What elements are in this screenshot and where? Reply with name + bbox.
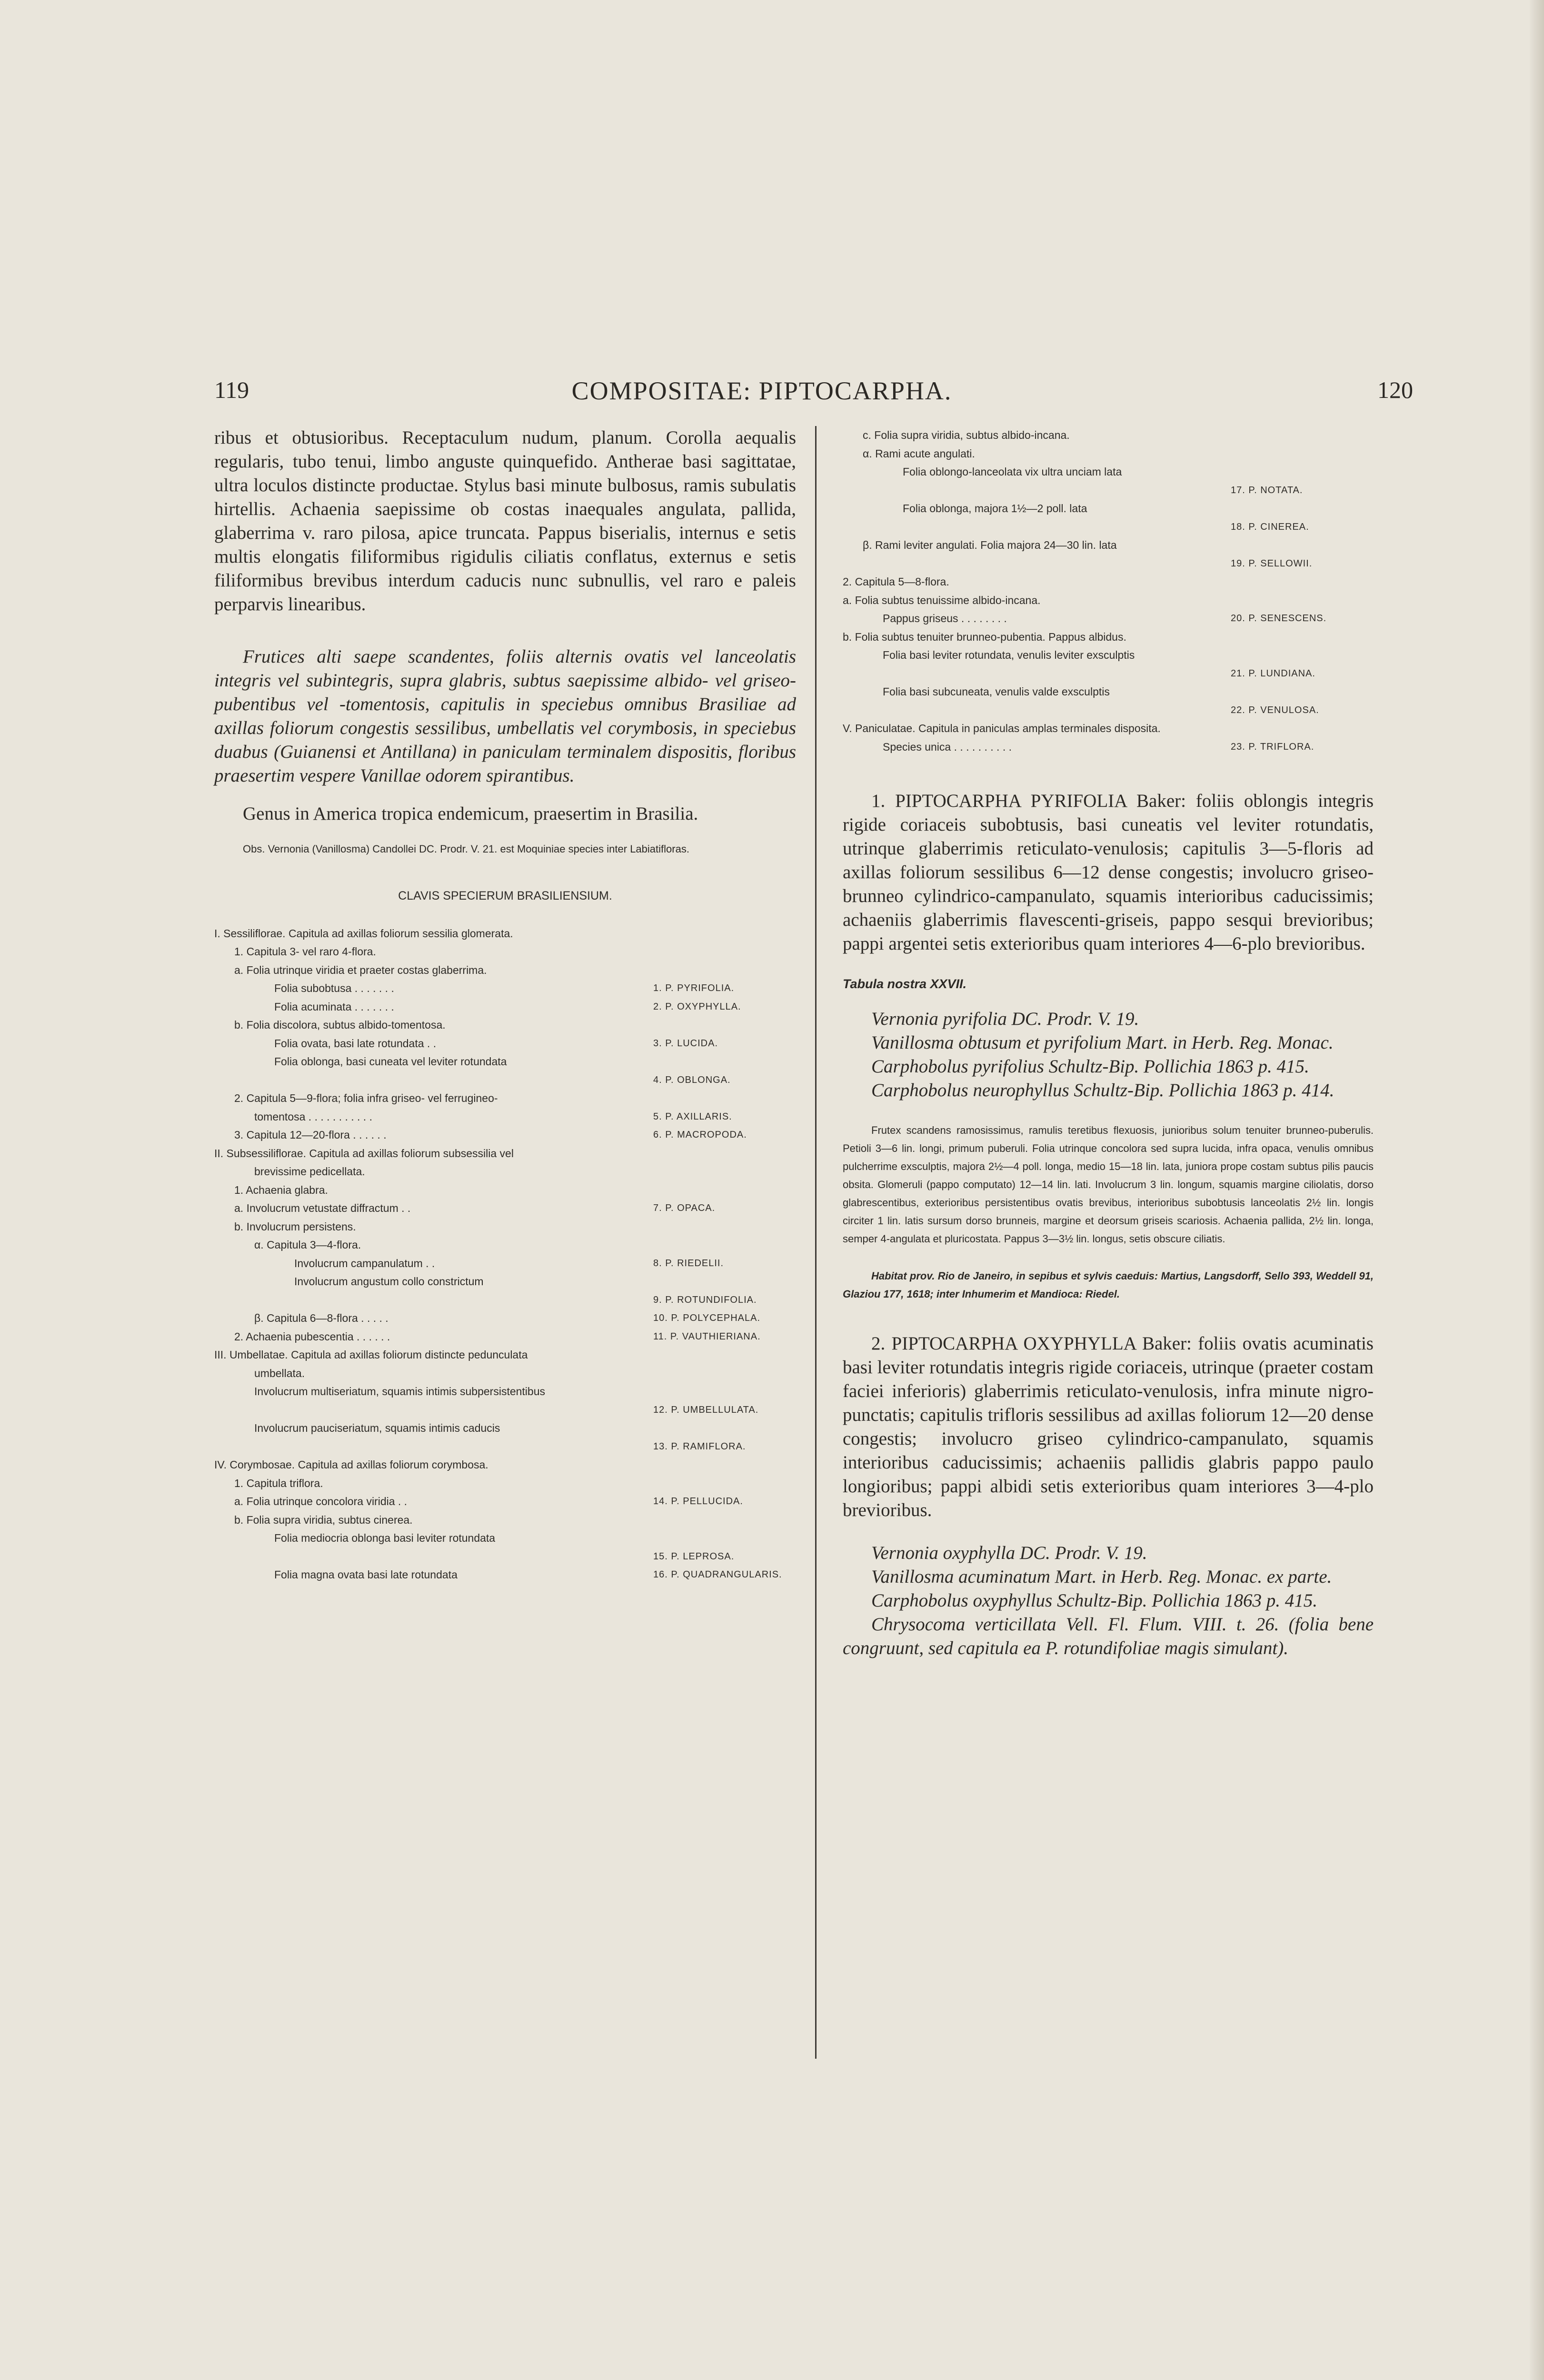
key-species-name: 13. P. RAMIFLORA. bbox=[653, 1441, 746, 1452]
key-lead bbox=[214, 1438, 653, 1456]
key-lead: Folia ovata, basi late rotundata . . bbox=[274, 1037, 437, 1050]
key-row bbox=[214, 1566, 796, 1584]
key-species-name bbox=[1231, 445, 1374, 463]
key-row bbox=[214, 1401, 796, 1419]
key-lead: β. Rami leviter angulati. Folia majora 24—30 lin. lata bbox=[863, 539, 1117, 551]
key-lead: Species unica . . . . . . . . . . bbox=[883, 740, 1012, 753]
key-lead: brevissime pedicellata. bbox=[254, 1165, 365, 1178]
key-row bbox=[843, 719, 1374, 738]
key-lead: 1. Capitula 3- vel raro 4-flora. bbox=[234, 945, 376, 958]
key-row bbox=[214, 1108, 796, 1126]
key-lead: Folia oblongo-lanceolata vix ultra unciam lata bbox=[903, 466, 1122, 478]
key-row bbox=[843, 536, 1374, 555]
key-species-name bbox=[653, 1272, 796, 1291]
key-species-name bbox=[653, 1382, 796, 1401]
key-row bbox=[214, 1309, 796, 1328]
key-lead: b. Involucrum persistens. bbox=[234, 1220, 356, 1233]
key-row bbox=[214, 1272, 796, 1291]
key-row bbox=[214, 1529, 796, 1547]
key-row bbox=[214, 1346, 796, 1364]
key-lead bbox=[214, 1291, 653, 1309]
key-lead: α. Capitula 3—4-flora. bbox=[254, 1239, 361, 1251]
key-lead: a. Folia subtus tenuissime albido-incana. bbox=[843, 594, 1041, 606]
page-number-left: 119 bbox=[214, 377, 249, 403]
key-row bbox=[843, 445, 1374, 463]
key-lead: Folia basi subcuneata, venulis valde exsculptis bbox=[883, 685, 1110, 698]
key-species-name: 18. P. CINEREA. bbox=[1231, 521, 1309, 532]
running-title: COMPOSITAE: PIPTOCARPHA. bbox=[571, 377, 952, 405]
species-key-continued bbox=[843, 426, 1374, 756]
key-species-name bbox=[653, 1456, 796, 1474]
species-1-diagnosis: 1. PIPTOCARPHA PYRIFOLIA Baker: foliis oblongis integris rigide coriaceis subobtusis, basi cuneatis vel leviter rotundatis, utrinque glaberrimis reticulato-venulosis; capitulis 3—5-floris ad axillas foliorum sessilibus 6—12 dense congestis; involucro griseo-brunneo cylindrico-campanulato, squamis interioribus caducissimis; achaeniis glaberrimis flavescenti-griseis, pappo sesqui brevioribus; pappi argentei setis exterioribus quam interiores 4—6-plo brevioribus. bbox=[843, 791, 1374, 954]
key-row bbox=[214, 1328, 796, 1346]
key-row bbox=[843, 683, 1374, 701]
key-lead: Folia oblonga, basi cuneata vel leviter rotundata bbox=[274, 1055, 507, 1068]
key-row bbox=[843, 499, 1374, 518]
key-species-name bbox=[653, 1511, 796, 1529]
key-species-name: 17. P. NOTATA. bbox=[1231, 485, 1303, 496]
key-row bbox=[214, 1052, 796, 1071]
genus-description: ribus et obtusioribus. Receptaculum nudum, planum. Corolla aequalis regularis, tubo tenui, limbo anguste quinquefido. Antherae basi sagittatae, ultra loculos distincte productae. Stylus basi minute bulbosus, ramis subulatis hirtellis. Achaenia saepissime ob costas inaequales angulata, pallida, glaberrima v. raro pilosa, apice truncata. Pappus biserialis, internus e setis multis elongatis filiformibus rigidulis ciliatis conflatus, externus e setis filiformibus brevibus interdum caducis nunc subnullis, vel raro e paleis perparvis linearibus. bbox=[214, 427, 796, 615]
key-species-name bbox=[653, 1474, 796, 1493]
key-title: CLAVIS SPECIERUM BRASILIENSIUM. bbox=[398, 889, 612, 902]
key-row bbox=[214, 1199, 796, 1218]
key-row bbox=[214, 1162, 796, 1181]
page-number-right: 120 bbox=[1377, 377, 1413, 403]
key-lead: Folia subobtusa . . . . . . . bbox=[274, 982, 394, 994]
key-lead: tomentosa . . . . . . . . . . . bbox=[254, 1110, 372, 1123]
key-row bbox=[843, 591, 1374, 610]
key-row bbox=[214, 1254, 796, 1273]
key-lead: III. Umbellatae. Capitula ad axillas foliorum distincte pedunculata bbox=[214, 1349, 528, 1361]
key-lead: Involucrum pauciseriatum, squamis intimis caducis bbox=[254, 1422, 500, 1434]
key-species-name: 3. P. LUCIDA. bbox=[653, 1038, 718, 1049]
key-species-name bbox=[653, 1052, 796, 1071]
key-lead: Involucrum campanulatum . . bbox=[294, 1257, 435, 1269]
key-lead: Folia acuminata . . . . . . . bbox=[274, 1000, 394, 1013]
key-lead: c. Folia supra viridia, subtus albido-incana. bbox=[863, 429, 1070, 441]
key-lead bbox=[843, 518, 1231, 536]
key-species-name bbox=[653, 1364, 796, 1383]
key-lead: II. Subsessiliflorae. Capitula ad axillas foliorum subsessilia vel bbox=[214, 1147, 514, 1160]
key-lead bbox=[214, 1547, 653, 1566]
key-lead: a. Folia utrinque viridia et praeter costas glaberrima. bbox=[234, 963, 487, 976]
key-row bbox=[214, 1126, 796, 1144]
key-row bbox=[214, 1181, 796, 1200]
synonym-line: Carphobolus pyrifolius Schultz-Bip. Pollichia 1863 p. 415. bbox=[871, 1056, 1309, 1077]
key-row bbox=[843, 555, 1374, 573]
key-species-name: 9. P. ROTUNDIFOLIA. bbox=[653, 1294, 757, 1305]
plate-reference: Tabula nostra XXVII. bbox=[843, 977, 967, 991]
key-lead: a. Folia utrinque concolora viridia . . bbox=[234, 1495, 408, 1507]
key-lead: Pappus griseus . . . . . . . . bbox=[883, 612, 1007, 625]
key-lead: b. Folia subtus tenuiter brunneo-pubentia. Pappus albidus. bbox=[843, 630, 1126, 643]
key-species-name: 12. P. UMBELLULATA. bbox=[653, 1404, 759, 1415]
key-lead: 2. Capitula 5—9-flora; folia infra griseo- vel ferrugineo- bbox=[234, 1092, 498, 1104]
key-lead: V. Paniculatae. Capitula in paniculas amplas terminales disposita. bbox=[843, 722, 1161, 734]
key-lead: Folia magna ovata basi late rotundata bbox=[274, 1568, 458, 1581]
key-species-name bbox=[653, 1346, 796, 1364]
key-row bbox=[843, 426, 1374, 445]
key-species-name bbox=[1231, 646, 1374, 664]
synonym-line: Carphobolus neurophyllus Schultz-Bip. Pollichia 1863 p. 414. bbox=[871, 1080, 1335, 1101]
key-species-name bbox=[1231, 573, 1374, 591]
key-lead: Folia basi leviter rotundata, venulis leviter exsculptis bbox=[883, 649, 1135, 661]
key-lead: 2. Capitula 5—8-flora. bbox=[843, 575, 949, 588]
key-species-name bbox=[1231, 628, 1374, 646]
key-row bbox=[214, 924, 796, 943]
synonym-line: Vanillosma obtusum et pyrifolium Mart. in Herb. Reg. Monac. bbox=[871, 1032, 1334, 1053]
key-lead bbox=[214, 1401, 653, 1419]
key-lead: β. Capitula 6—8-flora . . . . . bbox=[254, 1312, 388, 1324]
genus-habit: Frutices alti saepe scandentes, foliis alternis ovatis vel lanceolatis integris vel subintegris, supra glabris, subtus saepissime albido- vel griseo-pubentibus vel -tomentosis, capitulis in speciebus omnibus Brasiliae ad axillas foliorum congestis sessilibus, umbellatis vel corymbosis, in speciebus duabus (Guianensi et Antillana) in paniculam terminalem dispositis, floribus praesertim vespere Vanillae odorem spirantibus. bbox=[214, 646, 796, 786]
key-row bbox=[214, 1016, 796, 1034]
key-species-name bbox=[1231, 683, 1374, 701]
key-species-name bbox=[653, 1181, 796, 1200]
key-row bbox=[843, 738, 1374, 756]
key-lead: 2. Achaenia pubescentia . . . . . . bbox=[234, 1330, 390, 1343]
key-lead: 3. Capitula 12—20-flora . . . . . . bbox=[234, 1129, 387, 1141]
genus-distribution: Genus in America tropica endemicum, praesertim in Brasilia. bbox=[243, 803, 698, 824]
key-lead: umbellata. bbox=[254, 1367, 305, 1379]
key-species-name bbox=[653, 942, 796, 961]
key-species-name bbox=[1231, 536, 1374, 555]
key-row bbox=[214, 1492, 796, 1511]
key-species-name bbox=[653, 924, 796, 943]
key-row bbox=[214, 979, 796, 998]
synonym-line: Chrysocoma verticillata Vell. Fl. Flum. VIII. t. 26. (folia bene congruunt, sed capitula ea P. rotundifoliae magis simulant). bbox=[843, 1614, 1374, 1658]
key-lead bbox=[843, 481, 1231, 500]
key-row bbox=[214, 961, 796, 980]
key-lead bbox=[843, 701, 1231, 720]
key-species-name bbox=[1231, 591, 1374, 610]
key-row bbox=[214, 1364, 796, 1383]
key-row bbox=[214, 1511, 796, 1529]
key-lead: b. Folia discolora, subtus albido-tomentosa. bbox=[234, 1019, 446, 1031]
key-lead: 1. Achaenia glabra. bbox=[234, 1183, 328, 1196]
species-1-habitat: Habitat prov. Rio de Janeiro, in sepibus et sylvis caeduis: Martius, Langsdorff, Sello 393, Weddell 91, Glaziou 177, 1618; inter Inhumerim et Mandioca: Riedel. bbox=[843, 1270, 1374, 1300]
key-row bbox=[214, 1419, 796, 1438]
key-lead: Involucrum angustum collo constrictum bbox=[294, 1275, 484, 1288]
key-row bbox=[214, 1474, 796, 1493]
column-rule bbox=[815, 426, 817, 2059]
key-species-name bbox=[653, 1016, 796, 1034]
running-header bbox=[0, 376, 1544, 414]
species-2-synonyms bbox=[843, 1541, 1374, 1660]
page-edge bbox=[1530, 0, 1544, 2380]
key-row bbox=[214, 1218, 796, 1236]
key-species-name: 8. P. RIEDELII. bbox=[653, 1258, 724, 1269]
key-lead: b. Folia supra viridia, subtus cinerea. bbox=[234, 1513, 413, 1526]
left-column bbox=[214, 426, 796, 1584]
key-row bbox=[214, 1382, 796, 1401]
key-species-name: 21. P. LUNDIANA. bbox=[1231, 668, 1315, 679]
key-row bbox=[214, 1291, 796, 1309]
key-lead: I. Sessiliflorae. Capitula ad axillas foliorum sessilia glomerata. bbox=[214, 927, 513, 940]
key-species-name: 10. P. POLYCEPHALA. bbox=[653, 1313, 761, 1323]
key-row bbox=[214, 1071, 796, 1090]
key-species-name: 4. P. OBLONGA. bbox=[653, 1074, 731, 1085]
key-species-name bbox=[653, 961, 796, 980]
key-species-name bbox=[653, 1218, 796, 1236]
synonym-line: Vernonia oxyphylla DC. Prodr. V. 19. bbox=[871, 1543, 1147, 1563]
key-species-name: 5. P. AXILLARIS. bbox=[653, 1111, 732, 1122]
species-2-diagnosis: 2. PIPTOCARPHA OXYPHYLLA Baker: foliis ovatis acuminatis basi leviter rotundatis integris rigide coriaceis, utrinque (praeter costam faciei inferioris) glaberrimis reticulato-venulosis, infra minute nigro-punctatis; capitulis trifloris sessilibus ad axillas foliorum 12—20 dense congestis; involucro griseo cylindrico-campanulato, squamis interioribus caducissimis; achaeniis pallidis glabris pappo paulo longioribus; pappi albidi setis exterioribus quam interiores 3—4-plo brevioribus. bbox=[843, 1333, 1374, 1520]
key-lead: α. Rami acute angulati. bbox=[863, 447, 975, 460]
key-row bbox=[843, 481, 1374, 500]
key-row bbox=[214, 1034, 796, 1053]
key-species-name: 19. P. SELLOWII. bbox=[1231, 558, 1313, 569]
observation-note: Obs. Vernonia (Vanillosma) Candollei DC. Prodr. V. 21. est Moquiniae species inter Labiatifloras. bbox=[243, 843, 689, 855]
synonym-line: Carphobolus oxyphyllus Schultz-Bip. Pollichia 1863 p. 415. bbox=[871, 1590, 1318, 1611]
species-1-synonyms bbox=[843, 1007, 1374, 1102]
key-species-name: 7. P. OPACA. bbox=[653, 1203, 716, 1213]
key-species-name: 1. P. PYRIFOLIA. bbox=[653, 983, 735, 993]
right-column bbox=[843, 426, 1374, 1660]
key-species-name bbox=[1231, 463, 1374, 481]
key-species-name bbox=[653, 1419, 796, 1438]
key-row bbox=[843, 609, 1374, 628]
key-species-name: 22. P. VENULOSA. bbox=[1231, 704, 1319, 715]
key-lead bbox=[843, 664, 1231, 683]
key-species-name: 11. P. VAUTHIERIANA. bbox=[653, 1331, 761, 1342]
key-lead bbox=[843, 555, 1231, 573]
key-row bbox=[214, 998, 796, 1016]
key-species-name: 16. P. QUADRANGULARIS. bbox=[653, 1569, 782, 1580]
key-lead: Folia oblonga, majora 1½—2 poll. lata bbox=[903, 502, 1087, 515]
key-row bbox=[843, 518, 1374, 536]
key-row bbox=[214, 1438, 796, 1456]
key-lead: a. Involucrum vetustate diffractum . . bbox=[234, 1202, 411, 1214]
key-row bbox=[214, 1547, 796, 1566]
key-row bbox=[214, 1144, 796, 1163]
key-row bbox=[843, 573, 1374, 591]
key-species-name: 23. P. TRIFLORA. bbox=[1231, 741, 1315, 752]
key-species-name bbox=[653, 1162, 796, 1181]
key-lead: IV. Corymbosae. Capitula ad axillas foliorum corymbosa. bbox=[214, 1458, 488, 1471]
key-lead: 1. Capitula triflora. bbox=[234, 1477, 323, 1489]
key-species-name: 6. P. MACROPODA. bbox=[653, 1130, 747, 1140]
key-species-name bbox=[653, 1089, 796, 1108]
key-row bbox=[214, 1456, 796, 1474]
key-species-name bbox=[653, 1529, 796, 1547]
key-lead bbox=[214, 1071, 653, 1090]
species-key bbox=[214, 924, 796, 1584]
key-row bbox=[843, 664, 1374, 683]
synonym-line: Vanillosma acuminatum Mart. in Herb. Reg. Monac. ex parte. bbox=[871, 1567, 1332, 1587]
key-lead: Involucrum multiseriatum, squamis intimis subpersistentibus bbox=[254, 1385, 545, 1398]
key-species-name: 20. P. SENESCENS. bbox=[1231, 613, 1327, 624]
key-species-name: 14. P. PELLUCIDA. bbox=[653, 1496, 743, 1507]
key-row bbox=[214, 942, 796, 961]
key-species-name bbox=[653, 1144, 796, 1163]
key-row bbox=[843, 701, 1374, 720]
key-row bbox=[214, 1236, 796, 1254]
key-species-name bbox=[1231, 499, 1374, 518]
key-lead: Folia mediocria oblonga basi leviter rotundata bbox=[274, 1532, 496, 1544]
key-row bbox=[843, 628, 1374, 646]
key-species-name bbox=[653, 1236, 796, 1254]
key-species-name bbox=[1231, 426, 1374, 445]
key-species-name bbox=[1231, 719, 1374, 738]
key-row bbox=[214, 1089, 796, 1108]
species-1-description: Frutex scandens ramosissimus, ramulis teretibus flexuosis, junioribus solum tenuiter brunneo-puberulis. Petioli 3—6 lin. longi, primum puberuli. Folia utrinque concolora sed supra lucida, infra opaca, venulis omnibus pulcherrime exsculptis, majora 2½—4 poll. longa, medio 15—18 lin. lata, juniora prope costam subtus pilis paucis obsita. Glomeruli (pappo computato) 12—14 lin. lati. Involucrum 3 lin. longum, squamis margine ciliolatis, dorso glabrescentibus, exterioribus persistentibus ovatis brevibus, interioribus subobtusis lanceolatis 2½ lin. longis circiter 1 lin. latis sursum dorso brunneis, margine et deorsum griseis scariosis. Achaenia pallida, 2½ lin. longa, semper 4-angulata et pluricostata. Pappus 3—3½ lin. longus, setis obscure ciliatis. bbox=[843, 1124, 1374, 1245]
synonym-line: Vernonia pyrifolia DC. Prodr. V. 19. bbox=[871, 1009, 1139, 1029]
key-row bbox=[843, 646, 1374, 664]
key-row bbox=[843, 463, 1374, 481]
key-species-name: 15. P. LEPROSA. bbox=[653, 1551, 735, 1562]
key-species-name: 2. P. OXYPHYLLA. bbox=[653, 1001, 741, 1012]
